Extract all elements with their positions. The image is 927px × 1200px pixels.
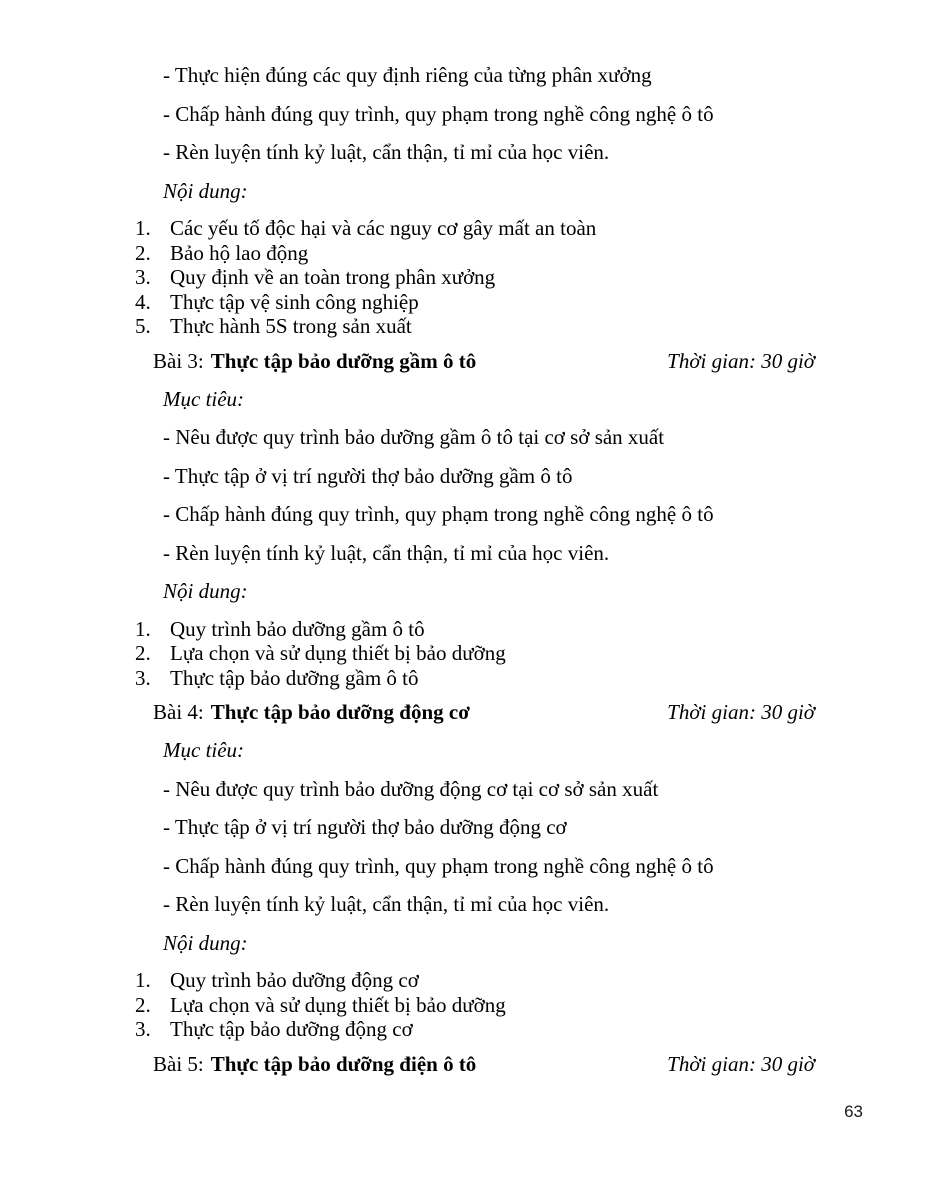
list-item-text: Quy trình bảo dưỡng động cơ [170,968,419,992]
section-label-noi-dung: Nội dung: [163,930,248,955]
list-item-number: 3. [135,265,151,289]
section-label-noi-dung: Nội dung: [163,579,248,603]
list-item [135,216,815,241]
lesson-heading-bai-5 [153,1051,815,1077]
lesson-heading-bai-3 [153,348,815,374]
objective-line: - Rèn luyện tính kỷ luật, cẩn thận, tỉ mỉ của học viên. [163,892,610,916]
lesson-number: Bài 3: [153,348,204,373]
list-item-text: Thực hành 5S trong sản xuất [170,314,412,338]
lesson-duration: Thời gian: 30 giờ [667,348,815,373]
list-item [135,616,815,642]
section-label-muc-tieu: Mục tiêu: [163,386,245,411]
list-item-text: Bảo hộ lao động [170,240,309,265]
objective-line: - Thực tập ở vị trí người thợ bảo dưỡng gầm ô tô [163,463,573,488]
list-item [135,968,815,993]
objective-line: - Chấp hành đúng quy trình, quy phạm trong nghề công nghệ ô tô [163,101,714,126]
list-item-number: 1. [135,616,151,641]
list-item-text: Lựa chọn và sử dụng thiết bị bảo dưỡng [170,641,506,665]
lesson-title: Thực tập bảo dưỡng động cơ [210,700,470,724]
page-number: 63 [844,1102,863,1121]
lesson-heading-left [153,348,476,374]
list-item-number: 5. [135,314,151,338]
lesson-heading-left [153,699,470,725]
content-list [135,216,815,339]
list-item [135,314,815,339]
list-item [135,641,815,666]
list-item-text: Các yếu tố độc hại và các nguy cơ gây mất an toàn [170,216,597,240]
content-list [135,968,815,1042]
list-item [135,992,815,1018]
list-item-number: 2. [135,992,151,1017]
lesson-duration: Thời gian: 30 giờ [667,700,815,724]
lesson-title: Thực tập bảo dưỡng gầm ô tô [210,348,477,373]
list-item-number: 4. [135,289,151,314]
lesson-number: Bài 5: [153,1051,204,1076]
objective-line: - Nêu được quy trình bảo dưỡng động cơ tại cơ sở sản xuất [163,776,659,801]
lesson-duration: Thời gian: 30 giờ [667,1051,815,1076]
objective-line: - Thực hiện đúng các quy định riêng của từng phân xưởng [163,63,652,87]
objective-line: - Chấp hành đúng quy trình, quy phạm trong nghề công nghệ ô tô [163,853,714,878]
list-item-number: 1. [135,216,151,240]
objective-line: - Thực tập ở vị trí người thợ bảo dưỡng động cơ [163,815,567,839]
objective-line: - Nêu được quy trình bảo dưỡng gầm ô tô tại cơ sở sản xuất [163,425,665,449]
list-item [135,265,815,290]
list-item [135,1017,815,1042]
list-item [135,289,815,315]
list-item-text: Thực tập bảo dưỡng động cơ [170,1017,413,1041]
list-item [135,240,815,266]
list-item-number: 2. [135,641,151,665]
section-label-muc-tieu: Mục tiêu: [163,738,245,762]
list-item [135,665,815,691]
list-item-number: 1. [135,968,151,992]
objective-line: - Chấp hành đúng quy trình, quy phạm trong nghề công nghệ ô tô [163,502,714,526]
list-item-text: Lựa chọn và sử dụng thiết bị bảo dưỡng [170,992,506,1017]
list-item-text: Thực tập vệ sinh công nghiệp [170,289,419,314]
lesson-title: Thực tập bảo dưỡng điện ô tô [210,1051,477,1076]
list-item-number: 2. [135,240,151,265]
lesson-number: Bài 4: [153,700,204,724]
section-label-noi-dung: Nội dung: [163,178,248,203]
list-item-text: Quy định về an toàn trong phân xưởng [170,265,496,289]
objective-line: - Rèn luyện tính kỷ luật, cẩn thận, tỉ mỉ của học viên. [163,140,610,164]
list-item-text: Quy trình bảo dưỡng gầm ô tô [170,616,425,641]
objective-line: - Rèn luyện tính kỷ luật, cẩn thận, tỉ mỉ của học viên. [163,540,610,565]
lesson-heading-left [153,1051,476,1077]
content-list [135,616,815,691]
list-item-number: 3. [135,1017,151,1041]
lesson-heading-bai-4 [153,699,815,725]
list-item-text: Thực tập bảo dưỡng gầm ô tô [170,665,419,690]
list-item-number: 3. [135,665,151,690]
